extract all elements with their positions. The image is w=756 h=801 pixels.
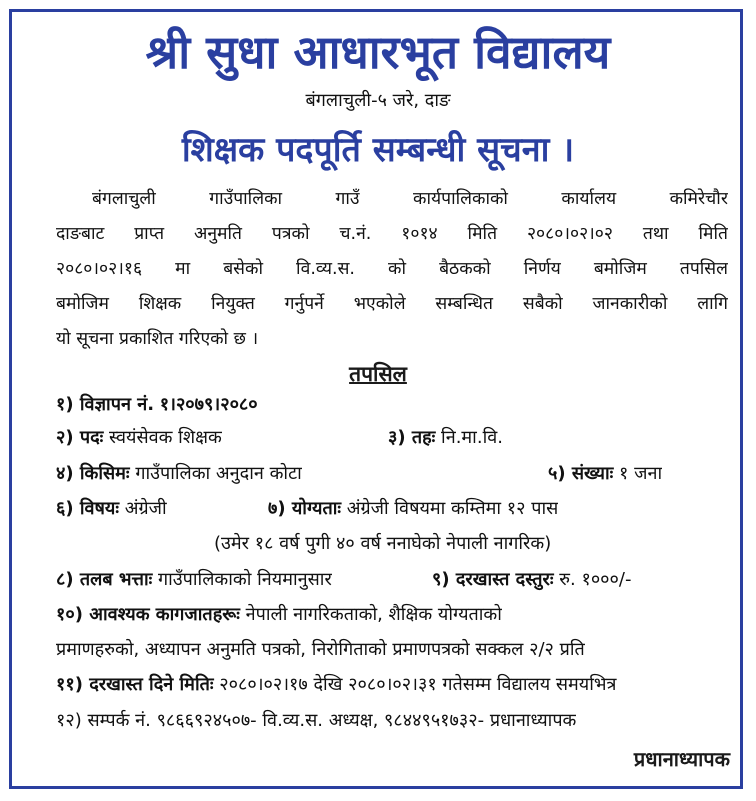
notice-title: शिक्षक पदपूर्ति सम्बन्धी सूचना । [181, 130, 575, 170]
level-value: नि.मा.वि. [441, 427, 503, 448]
salary-row [56, 567, 332, 593]
post-label: २) पदः [56, 427, 104, 448]
qualification-value: अंग्रेजी विषयमा कम्तिमा १२ पास [346, 498, 559, 519]
fee-row [432, 567, 631, 593]
type-value: गाउँपालिका अनुदान कोटा [135, 463, 302, 484]
school-address: बंगलाचुली-५ जरे, दाङ [305, 90, 451, 111]
count-value: १ जना [619, 463, 663, 484]
documents-row-continued: प्रमाणहरुको, अध्यापन अनुमति पत्रको, निरोगिताको प्रमाणपत्रको सक्कल २/२ प्रति [56, 639, 585, 660]
salary-value: गाउँपालिकाको नियमानुसार [158, 569, 332, 590]
body-line-2: दाङबाट प्राप्त अनुमति पत्रको च.नं. १०१४ मिति २०८०।०२।०२ तथा मिति [56, 224, 728, 244]
documents-value: नेपाली नागरिकताको, शैक्षिक योग्यताको [245, 604, 502, 625]
qualification-row [268, 496, 558, 522]
subject-label: ६) विषयः [56, 498, 120, 519]
count-row [548, 461, 662, 487]
signature: प्रधानाध्यापक [633, 747, 730, 771]
salary-label: ८) तलब भत्ताः [56, 569, 153, 590]
documents-row [56, 602, 502, 628]
post-value: स्वयंसेवक शिक्षक [109, 427, 222, 448]
details-heading: तपसिल [349, 362, 407, 386]
ad-number-row [56, 392, 258, 418]
count-label: ५) संख्याः [548, 463, 614, 484]
body-line-4: बमोजिम शिक्षक नियुक्त गर्नुपर्ने भएकोले सम्बन्धित सबैको जानकारीको लागि [56, 294, 728, 314]
deadline-label: ११) दरखास्त दिने मितिः [56, 674, 214, 695]
type-row [56, 461, 302, 487]
qualification-note: (उमेर १८ वर्ष पुगी ४० वर्ष ननाघेको नेपाली नागरिक) [214, 533, 552, 554]
documents-label: १०) आवश्यक कागजातहरूः [56, 604, 240, 625]
school-name: श्री सुधा आधारभूत विद्यालय [145, 25, 611, 79]
subject-value: अंग्रेजी [124, 498, 167, 519]
body-line-5: यो सूचना प्रकाशित गरिएको छ । [56, 329, 259, 349]
level-row [388, 425, 503, 451]
fee-label: ९) दरखास्त दस्तुरः [432, 569, 554, 590]
ad-number-value: १।२०७९।२०८० [159, 394, 258, 415]
contact-row: १२) सम्पर्क नं. ९८६६९२४५०७- वि.व्य.स. अध्यक्ष, ९८४४९५१७३२- प्रधानाध्यापक [56, 710, 577, 731]
qualification-label: ७) योग्यताः [268, 498, 342, 519]
fee-value: रु. १०००/- [559, 569, 632, 590]
deadline-value: २०८०।०२।१७ देखि २०८०।०२।३१ गतेसम्म विद्यालय समयभित्र [219, 674, 617, 695]
deadline-row [56, 672, 617, 698]
body-line-1: बंगलाचुली गाउँपालिका गाउँ कार्यपालिकाको कार्यालय कमिरेचौर [92, 189, 728, 209]
body-line-3: २०८०।०२।१६ मा बसेको वि.व्य.स. को बैठकको निर्णय बमोजिम तपसिल [56, 259, 728, 279]
type-label: ४) किसिमः [56, 463, 130, 484]
subject-row [56, 496, 167, 522]
post-row [56, 425, 222, 451]
ad-number-label: १) विज्ञापन नं. [56, 394, 155, 415]
level-label: ३) तहः [388, 427, 436, 448]
